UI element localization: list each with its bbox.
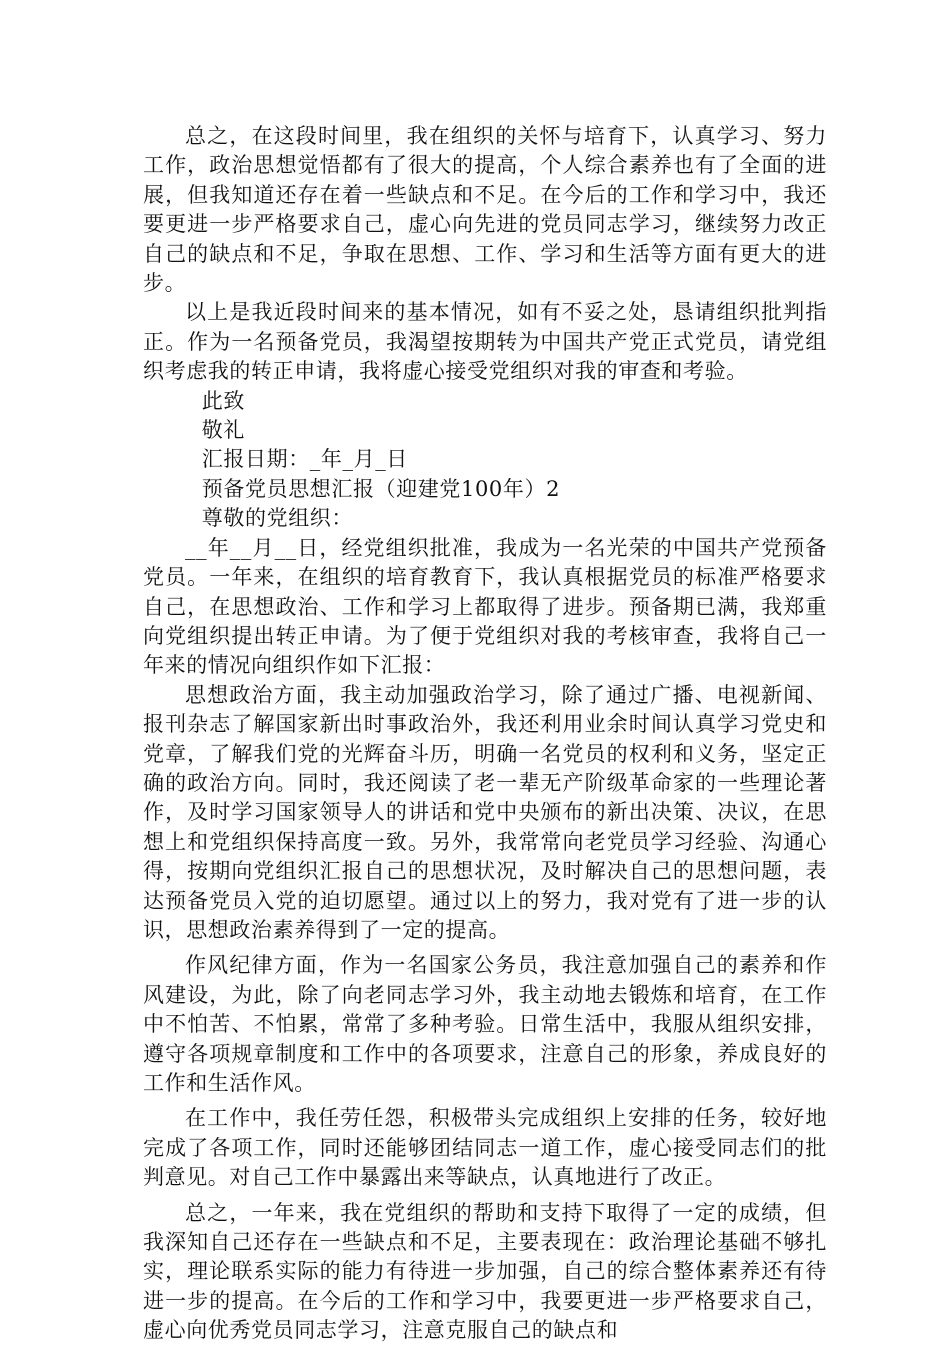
closing-salute-2: 敬礼 bbox=[201, 418, 245, 443]
paragraph-summary: 总之，在这段时间里，我在组织的关怀与培育下，认真学习、努力工作，政治思想觉悟都有了很大的提高，个人综合素养也有了全面的进展，但我知道还存在着一些缺点和不足。在今后的工作和学习中，我还要更进一步严格要求自己，虚心向先进的党员同志学习，继续努力改正自己的缺点和不足，争取在思想、工作、学习和生活等方面有更大的进步。 bbox=[143, 124, 827, 296]
closing-salute-1: 此致 bbox=[201, 388, 245, 413]
second-report-title: 预备党员思想汇报（迎建党100年）2 bbox=[201, 476, 561, 501]
paragraph-summary-year: 总之，一年来，我在党组织的帮助和支持下取得了一定的成绩，但我深知自己还存在一些缺点和不足，主要表现在：政治理论基础不够扎实，理论联系实际的能力有待进一步加强，自己的综合整体素养还有待进一步的提高。在今后的工作和学习中，我要更进一步严格要求自己，虚心向优秀党员同志学习，注意克服自己的缺点和 bbox=[143, 1200, 827, 1343]
paragraph-intro: __年__月__日，经党组织批准，我成为一名光荣的中国共产党预备党员。一年来，在组织的培育教育下，我认真根据党员的标准严格要求自己，在思想政治、工作和学习上都取得了进步。预备期已满，我郑重向党组织提出转正申请。为了便于党组织对我的考核审查，我将自己一年来的情况向组织作如下汇报： bbox=[143, 535, 827, 678]
salutation: 尊敬的党组织： bbox=[201, 506, 353, 531]
paragraph-political-thought: 思想政治方面，我主动加强政治学习，除了通过广播、电视新闻、报刊杂志了解国家新出时事政治外，我还利用业余时间认真学习党史和党章，了解我们党的光辉奋斗历，明确一名党员的权利和义务，坚定正确的政治方向。同时，我还阅读了老一辈无产阶级革命家的一些理论著作，及时学习国家领导人的讲话和党中央颁布的新出决策、决议，在思想上和党组织保持高度一致。另外，我常常向老党员学习经验、沟通心得，按期向党组织汇报自己的思想状况，及时解决自己的思想问题，表达预备党员入党的迫切愿望。通过以上的努力，我对党有了进一步的认识，思想政治素养得到了一定的提高。 bbox=[143, 682, 827, 942]
paragraph-work: 在工作中，我任劳任怨，积极带头完成组织上安排的任务，较好地完成了各项工作，同时还能够团结同志一道工作，虚心接受同志们的批判意见。对自己工作中暴露出来等缺点，认真地进行了改正。 bbox=[143, 1106, 827, 1190]
paragraph-conclusion: 以上是我近段时间来的基本情况，如有不妥之处，恳请组织批判指正。作为一名预备党员，我渴望按期转为中国共产党正式党员，请党组织考虑我的转正申请，我将虚心接受党组织对我的审查和考验。 bbox=[143, 300, 827, 384]
report-date: 汇报日期：_年_月_日 bbox=[201, 447, 408, 472]
paragraph-work-style: 作风纪律方面，作为一名国家公务员，我注意加强自己的素养和作风建设，为此，除了向老同志学习外，我主动地去锻炼和培育，在工作中不怕苦、不怕累，常常了多种考验。日常生活中，我服从组织安排，遵守各项规章制度和工作中的各项要求，注意自己的形象，养成良好的工作和生活作风。 bbox=[143, 953, 827, 1095]
document-page bbox=[143, 122, 827, 1346]
